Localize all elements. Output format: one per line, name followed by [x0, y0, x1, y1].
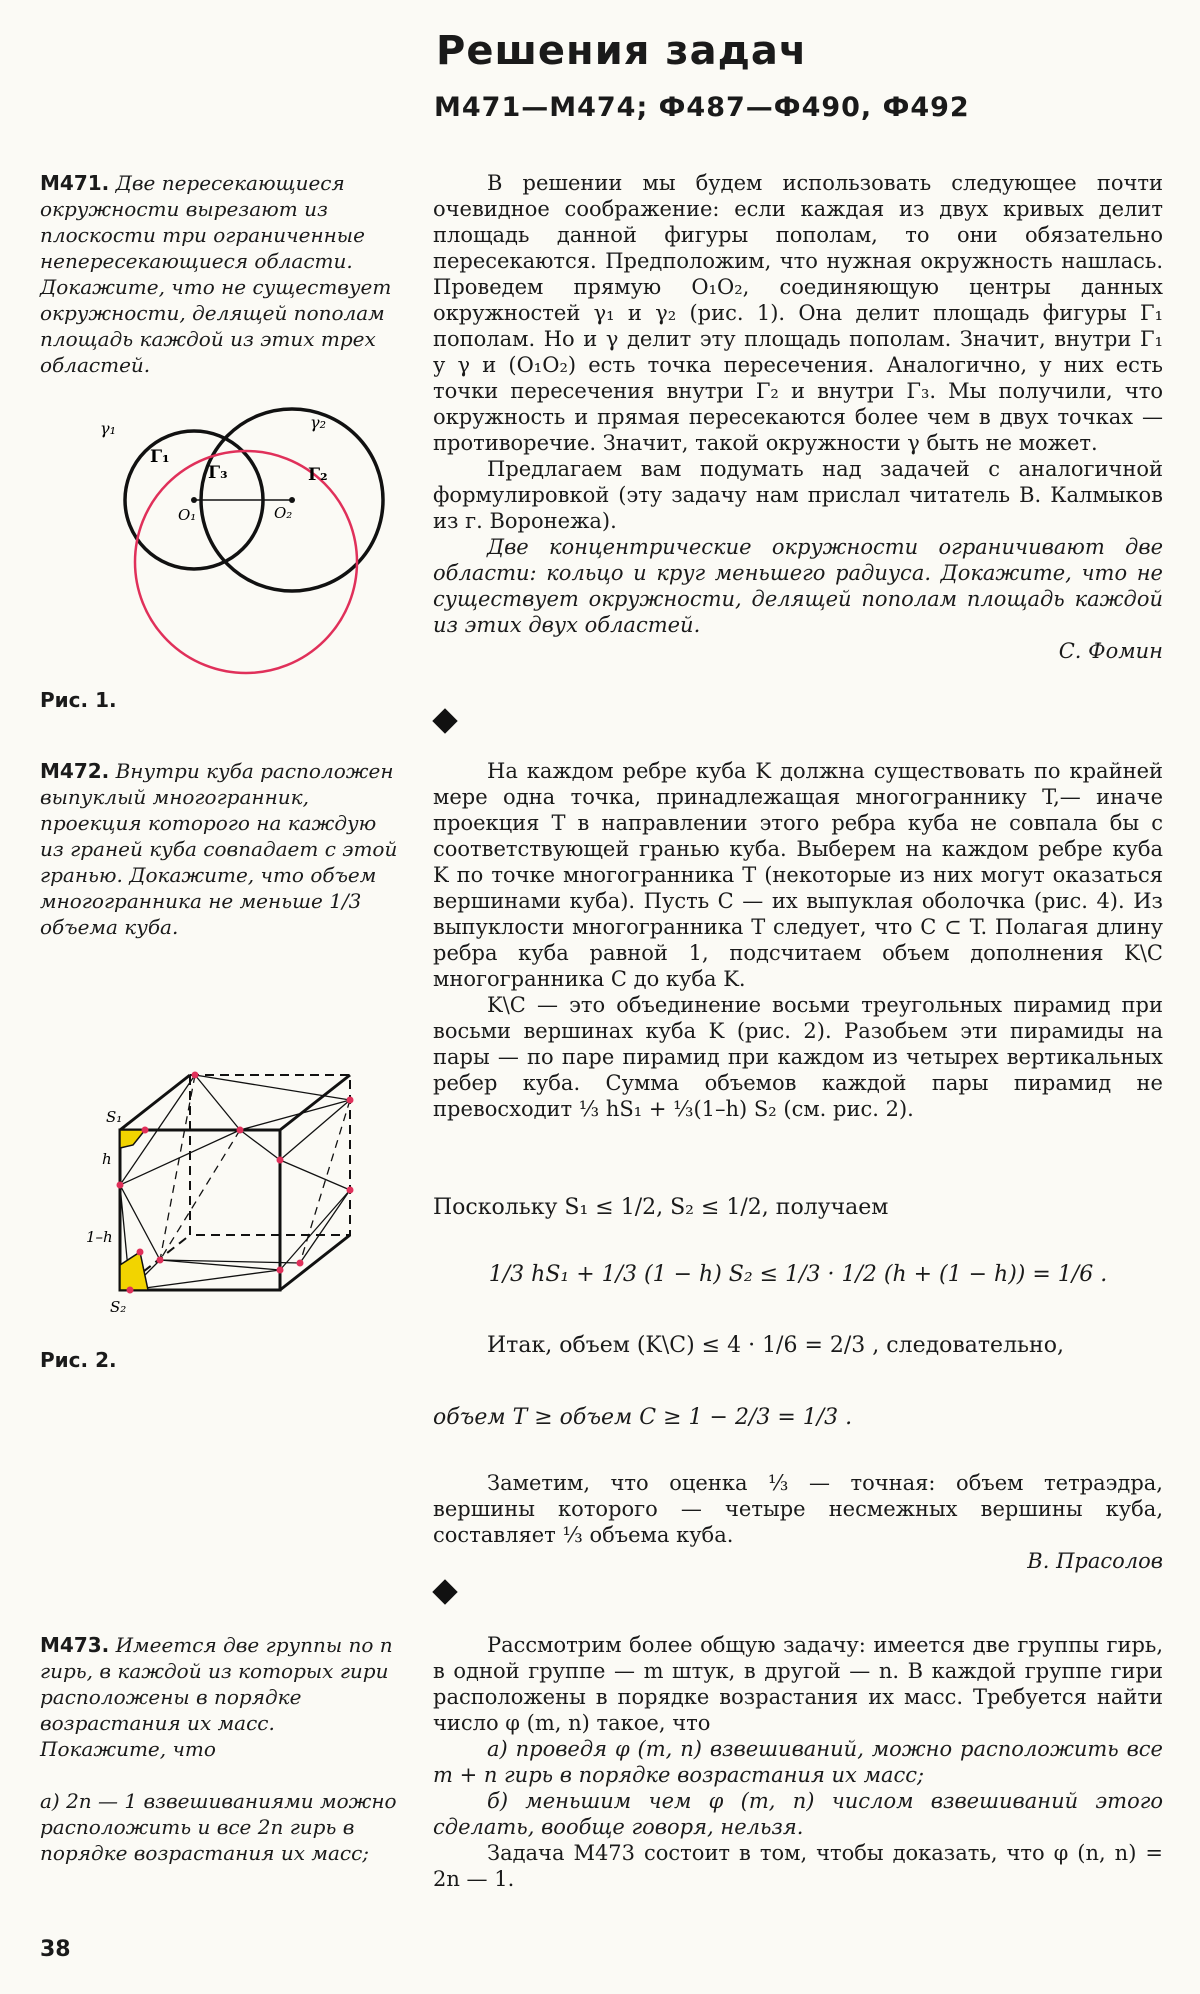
m472-label: М472.: [40, 759, 110, 783]
m471-solution: [433, 170, 1163, 664]
label-Gamma2: Γ₂: [308, 465, 328, 485]
label-Gamma3: Γ₃: [208, 463, 228, 483]
m473-condition: [40, 1632, 400, 1762]
label-s1: S₁: [106, 1108, 123, 1126]
m472-closing: [433, 1470, 1163, 1574]
cube-front-face: [120, 1130, 280, 1290]
m471-solution-p2: Предлагаем вам подумать над задачей с аналогичной формулировкой (эту задачу нам прислал читатель В. Калмыков из г. Воронежа).: [433, 457, 1163, 533]
label-gamma2: γ₂: [310, 413, 326, 432]
m472-closing-text: Заметим, что оценка ⅓ — точная: объем тетраэдра, вершины которого — четыре несмежных вершины куба, составляет ⅓ объема куба.: [433, 1471, 1163, 1547]
label-o2: O₂: [274, 504, 293, 522]
m472-formula-1: Поскольку S₁ ≤ 1/2, S₂ ≤ 1/2, получаем: [433, 1195, 889, 1220]
m472-condition-text: Внутри куба расположен выпуклый многогранник, проекция которого на каждую из граней куба совпадает с этой гранью. Докажите, что объем многогранника не меньше 1/3 объема куба.: [40, 759, 398, 939]
corner-pyramid-s1: [120, 1130, 145, 1148]
figure-1-caption: Рис. 1.: [40, 688, 117, 712]
cube-edge: [120, 1075, 190, 1130]
m472-signature: В. Прасолов: [1027, 1549, 1163, 1573]
corner-pyramid-s2: [120, 1252, 148, 1290]
m473-condition-text: Имеется две группы по n гирь, в каждой из которых гири расположены в порядке возрастания их масс. Покажите, что: [40, 1633, 393, 1761]
figure-2-cube: [86, 1030, 370, 1320]
m471-label: М471.: [40, 171, 110, 195]
m472-solution-p2: K\C — это объединение восьми треугольных пирамид при восьми вершинах куба K (рис. 2). Разобьем эти пирамиды на пары — по паре пирамид при каждом из четырех вертикальных ребер куба. Сумма объемов каждой пары пирамид не превосходит ⅓ hS₁ + ⅓(1–h) S₂ (см. рис. 2).: [433, 993, 1163, 1121]
m472-formula-2: 1/3 hS₁ + 1/3 (1 − h) S₂ ≤ 1/3 · 1/2 (h + (1 − h)) = 1/6 .: [488, 1262, 1108, 1287]
m473-solution-p2: а) проведя φ (m, n) взвешиваний, можно расположить все m + n гирь в порядке возрастания их масс;: [433, 1737, 1163, 1787]
label-gamma1: γ₁: [100, 419, 116, 438]
m473-solution-p3: б) меньшим чем φ (m, n) числом взвешиваний этого сделать, вообще говоря, нельзя.: [433, 1789, 1163, 1839]
m471-solution-p1: В решении мы будем использовать следующее почти очевидное соображение: если каждая из двух кривых делит площадь данной фигуры пополам, то они обязательно пересекаются. Предположим, что нужная окружность нашлась. Проведем прямую O₁O₂, соединяющую центры данных окружностей γ₁ и γ₂ (рис. 1). Она делит площадь фигуры Γ₁ пополам. Но и γ делит эту площадь пополам. Значит, внутри Γ₁ у γ и (O₁O₂) есть точка пересечения. Аналогично, у них есть точки пересечения внутри Γ₂ и внутри Γ₃. Мы получили, что окружность и прямая пересекаются более чем в двух точках — противоречие. Значит, такой окружности γ быть не может.: [433, 171, 1163, 455]
section-separator-2: [432, 1579, 457, 1604]
m473-solution-p1: Рассмотрим более общую задачу: имеется две группы гирь, в одной группе — m штук, в другой — n. В каждой группе гири расположены в порядке возрастания их масс. Требуется найти число φ (m, n) такое, что: [433, 1633, 1163, 1735]
m473-solution: [433, 1632, 1163, 1892]
label-s2: S₂: [110, 1298, 127, 1316]
m471-solution-p3: Две концентрические окружности ограничивают две области: кольцо и круг меньшего радиуса. Докажите, что не существует окружности, делящей пополам площадь каждой из этих двух областей.: [433, 535, 1163, 637]
label-o1: O₁: [178, 506, 197, 524]
point-o2: [289, 497, 295, 503]
label-1-minus-h: 1–h: [86, 1228, 113, 1246]
figure-1-circles: [60, 410, 380, 690]
m471-signature: С. Фомин: [1058, 639, 1163, 663]
page-number: 38: [40, 1937, 71, 1962]
label-h: h: [102, 1150, 112, 1168]
m472-solution: [433, 758, 1163, 1122]
m472-condition: [40, 758, 400, 940]
point-o1: [191, 497, 197, 503]
label-Gamma1: Γ₁: [150, 447, 170, 467]
m473-solution-p4: Задача М473 состоит в том, чтобы доказать, что φ (n, n) = 2n — 1.: [433, 1841, 1163, 1891]
m473-label: М473.: [40, 1633, 110, 1657]
m472-solution-p1: На каждом ребре куба K должна существовать по крайней мере одна точка, принадлежащая многограннику T,— иначе проекция T в направлении этого ребра куба не совпала бы с соответствующей гранью куба. Выберем на каждом ребре куба K по точке многогранника T (некоторые из них могут оказаться вершинами куба). Пусть C — их выпуклая оболочка (рис. 4). Из выпуклости многогранника T следует, что C ⊂ T. Полагая длину ребра куба равной 1, подсчитаем объем дополнения K\C многогранника C до куба K.: [433, 759, 1163, 991]
m471-condition-text: Две пересекающиеся окружности вырезают из плоскости три ограниченные непересекающиеся области. Докажите, что не существует окружности, делящей пополам площадь каждой из этих трех областей.: [40, 171, 392, 377]
m472-formula-3: Итак, объем (K\C) ≤ 4 · 1/6 = 2/3 , следовательно,: [487, 1333, 1064, 1358]
m473-condition-a: а) 2n — 1 взвешиваниями можно расположить и все 2n гирь в порядке возрастания их масс;: [40, 1789, 397, 1865]
m472-formula-4: объем T ≥ объем C ≥ 1 − 2/3 = 1/3 .: [433, 1405, 853, 1430]
section-separator-1: [432, 708, 457, 733]
figure-2-caption: Рис. 2.: [40, 1348, 117, 1372]
page-title: Решения задач: [436, 28, 808, 74]
m471-condition: [40, 170, 400, 378]
polyhedron-edges: [120, 1075, 350, 1290]
page-subtitle: М471—М474; Ф487—Ф490, Ф492: [434, 92, 970, 123]
